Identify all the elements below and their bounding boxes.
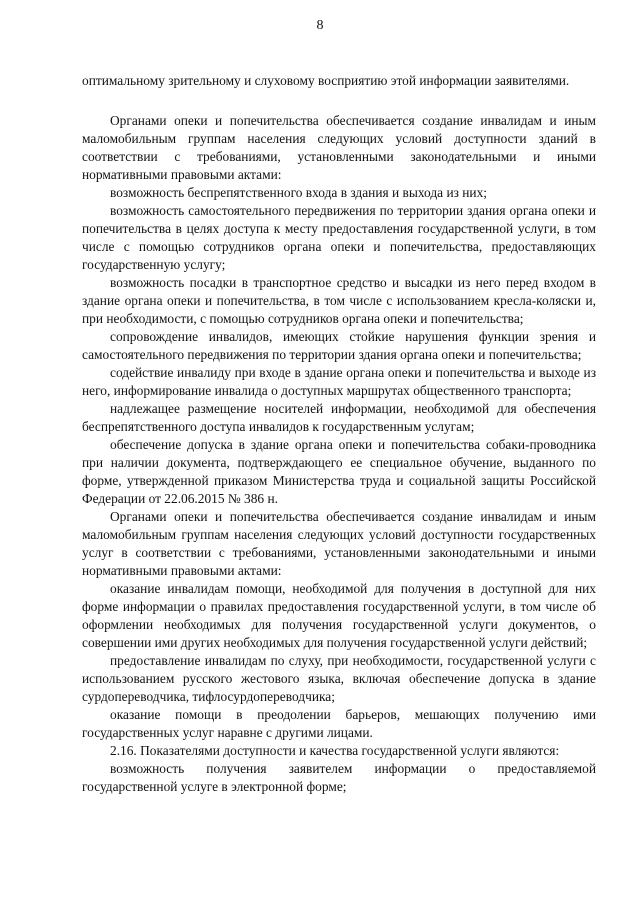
paragraph: возможность самостоятельного передвижения по территории здания органа опеки и попечительства в целях доступа к месту предоставления государственной услуги, в том числе с помощью сотрудников органа опеки и попечительства, предоставляющих государственную услугу; <box>82 203 596 272</box>
paragraph: содействие инвалиду при входе в здание органа опеки и попечительства и выходе из него, информирование инвалида о доступных маршрутах общественного транспорта; <box>82 365 596 398</box>
paragraph: 2.16. Показателями доступности и качества государственной услуги являются: <box>110 743 560 758</box>
paragraph: Органами опеки и попечительства обеспечивается создание инвалидам и иным маломобильным группам населения следующих условий доступности государственных услуг в соответствии с требованиями, установленными законодательными и иными нормативными правовыми актами: <box>82 509 596 578</box>
paragraph: оказание помощи в преодолении барьеров, мешающих получению ими государственных услуг наравне с другими лицами. <box>82 707 596 740</box>
paragraph: возможность посадки в транспортное средство и высадки из него перед входом в здание органа опеки и попечительства, в том числе с использованием кресла-коляски и, при необходимости, с помощью сотрудников органа опеки и попечительства; <box>82 275 596 326</box>
paragraph: Органами опеки и попечительства обеспечивается создание инвалидам и иным маломобильным группам населения следующих условий доступности зданий в соответствии с требованиями, установленными законодательными и иными нормативными правовыми актами: <box>82 113 596 182</box>
paragraph: сопровождение инвалидов, имеющих стойкие нарушения функции зрения и самостоятельного передвижения по территории здания органа опеки и попечительства; <box>82 329 596 362</box>
paragraph: возможность получения заявителем информации о предоставляемой государственной услуге в электронной форме; <box>82 761 596 794</box>
document-body <box>82 72 596 796</box>
paragraph: оптимальному зрительному и слуховому восприятию этой информации заявителями. <box>82 73 570 88</box>
paragraph: надлежащее размещение носителей информации, необходимой для обеспечения беспрепятственного доступа инвалидов к государственным услугам; <box>82 401 596 434</box>
paragraph: возможность беспрепятственного входа в здания и выхода из них; <box>110 185 487 200</box>
paragraph: обеспечение допуска в здание органа опеки и попечительства собаки-проводника при наличии документа, подтверждающего ее специальное обучение, выданного по форме, утвержденной приказом Министерства труда и социальной защиты Российской Федерации от 22.06.2015 № 386 н. <box>82 437 596 506</box>
page-number: 8 <box>316 18 324 33</box>
paragraph: предоставление инвалидам по слуху, при необходимости, государственной услуги с использованием русского жестового языка, включая обеспечение допуска в здание сурдопереводчика, тифлосурдопереводчика; <box>82 653 596 704</box>
paragraph: оказание инвалидам помощи, необходимой для получения в доступной для них форме информации о правилах предоставления государственной услуги, в том числе об оформлении необходимых для получения государственной услуги документов, о совершении ими других необходимых для получения государственной услуги действий; <box>82 581 596 650</box>
